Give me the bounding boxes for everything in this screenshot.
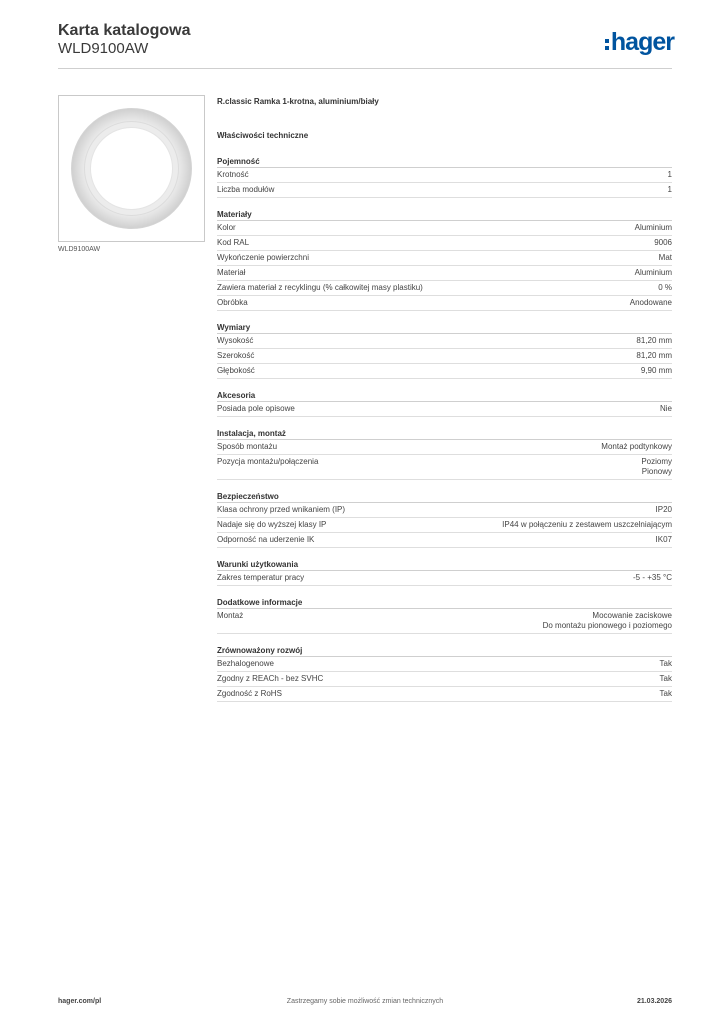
spec-label: Materiał	[217, 268, 246, 277]
spec-row	[217, 168, 672, 183]
spec-value-line: -5 - +35 °C	[633, 573, 672, 582]
spec-value-line: IK07	[655, 535, 672, 544]
spec-section	[217, 560, 672, 586]
spec-section	[217, 210, 672, 311]
spec-value	[660, 404, 672, 414]
spec-row	[217, 334, 672, 349]
section-title: Wymiary	[217, 323, 672, 334]
spec-row	[217, 533, 672, 548]
spec-value	[633, 573, 672, 583]
document-title: Karta katalogowa	[58, 22, 191, 39]
spec-row	[217, 349, 672, 364]
spec-row	[217, 657, 672, 672]
section-title: Materiały	[217, 210, 672, 221]
spec-row	[217, 440, 672, 455]
spec-row	[217, 402, 672, 417]
spec-section	[217, 598, 672, 634]
section-title: Pojemność	[217, 157, 672, 168]
spec-row	[217, 251, 672, 266]
spec-value	[658, 283, 672, 293]
spec-row	[217, 296, 672, 311]
section-title: Bezpieczeństwo	[217, 492, 672, 503]
technical-properties-heading: Właściwości techniczne	[217, 131, 309, 140]
spec-label: Szerokość	[217, 351, 255, 360]
spec-value-line: Tak	[659, 659, 672, 668]
spec-row	[217, 364, 672, 379]
spec-value	[636, 336, 672, 346]
logo-dots-icon	[605, 39, 609, 50]
spec-value	[601, 442, 672, 452]
spec-value-line: Mocowanie zaciskowe	[592, 611, 672, 620]
document-header	[58, 22, 674, 62]
spec-row	[217, 266, 672, 281]
section-title: Instalacja, montaż	[217, 429, 672, 440]
spec-row	[217, 687, 672, 702]
spec-value-line: 1	[667, 170, 672, 179]
spec-section	[217, 492, 672, 548]
spec-value-line: Montaż podtynkowy	[601, 442, 672, 451]
header-divider	[58, 68, 672, 69]
hager-logo	[605, 28, 674, 56]
spec-row	[217, 281, 672, 296]
spec-section	[217, 157, 672, 198]
spec-row	[217, 183, 672, 198]
spec-label: Zakres temperatur pracy	[217, 573, 305, 582]
spec-label: Wysokość	[217, 336, 254, 345]
spec-label: Nadaje się do wyższej klasy IP	[217, 520, 327, 529]
product-name: R.classic Ramka 1-krotna, aluminium/biały	[217, 97, 379, 106]
spec-label: Głębokość	[217, 366, 255, 375]
spec-row	[217, 503, 672, 518]
spec-row	[217, 609, 672, 634]
spec-value	[668, 185, 672, 195]
spec-value	[656, 505, 672, 515]
spec-value	[660, 659, 672, 669]
spec-value-line: Aluminium	[634, 223, 672, 232]
product-image-caption: WLD9100AW	[58, 246, 101, 253]
round-frame-image	[59, 96, 204, 241]
section-title: Dodatkowe informacje	[217, 598, 672, 609]
spec-value	[635, 223, 672, 233]
spec-value-line: 9006	[654, 238, 672, 247]
spec-label: Obróbka	[217, 298, 248, 307]
spec-value-line: Pionowy	[641, 467, 672, 476]
spec-value	[654, 238, 672, 248]
section-title: Akcesoria	[217, 391, 672, 402]
spec-row	[217, 221, 672, 236]
footer-date: 21.03.2026	[636, 998, 672, 1005]
spec-value-line: Anodowane	[629, 298, 672, 307]
spec-value	[635, 268, 672, 278]
spec-value-line: IP20	[655, 505, 672, 514]
spec-value	[502, 520, 672, 530]
spec-value-line: Aluminium	[634, 268, 672, 277]
spec-value	[656, 535, 672, 545]
spec-value-line: Tak	[659, 674, 672, 683]
spec-value-line: Mat	[658, 253, 672, 262]
spec-value	[636, 351, 672, 361]
spec-label: Pozycja montażu/połączenia	[217, 457, 319, 466]
spec-content	[217, 97, 672, 702]
spec-label: Bezhalogenowe	[217, 659, 274, 668]
footer-website: hager.com/pl	[58, 998, 102, 1005]
logo-text: hager	[610, 28, 674, 56]
spec-label: Kod RAL	[217, 238, 250, 247]
spec-value-line: Nie	[659, 404, 672, 413]
product-image	[58, 95, 205, 242]
spec-value	[668, 170, 672, 180]
spec-label: Kolor	[217, 223, 236, 232]
spec-row	[217, 455, 672, 480]
spec-value-line: 9,90 mm	[640, 366, 672, 375]
spec-label: Zgodność z RoHS	[217, 689, 282, 698]
spec-value-line: Do montażu pionowego i poziomego	[542, 621, 672, 630]
spec-value	[659, 253, 672, 263]
spec-label: Sposób montażu	[217, 442, 278, 451]
spec-row	[217, 236, 672, 251]
spec-row	[217, 571, 672, 586]
spec-section	[217, 391, 672, 417]
spec-value	[660, 689, 672, 699]
spec-section	[217, 646, 672, 702]
spec-label: Wykończenie powierzchni	[217, 253, 309, 262]
spec-value-line: 0 %	[658, 283, 672, 292]
spec-value-line: Tak	[659, 689, 672, 698]
spec-label: Klasa ochrony przed wnikaniem (IP)	[217, 505, 346, 514]
spec-value	[543, 611, 672, 631]
spec-value-line: Poziomy	[641, 457, 672, 466]
spec-label: Zgodny z REACh - bez SVHC	[217, 674, 324, 683]
spec-label: Odporność na uderzenie IK	[217, 535, 315, 544]
spec-value-line: 81,20 mm	[636, 351, 672, 360]
spec-value	[641, 457, 672, 477]
section-title: Zrównoważony rozwój	[217, 646, 672, 657]
spec-label: Posiada pole opisowe	[217, 404, 295, 413]
spec-row	[217, 672, 672, 687]
spec-value	[630, 298, 672, 308]
spec-label: Liczba modułów	[217, 185, 275, 194]
spec-sections	[217, 157, 672, 702]
spec-value-line: IP44 w połączeniu z zestawem uszczelniającym	[502, 520, 672, 529]
spec-row	[217, 518, 672, 533]
section-title: Warunki użytkowania	[217, 560, 672, 571]
spec-label: Zawiera materiał z recyklingu (% całkowitej masy plastiku)	[217, 283, 423, 292]
spec-value-line: 1	[667, 185, 672, 194]
footer-disclaimer: Zastrzegamy sobie możliwość zmian technicznych	[286, 998, 444, 1005]
spec-section	[217, 323, 672, 379]
spec-value	[641, 366, 672, 376]
product-code: WLD9100AW	[58, 40, 149, 57]
spec-label: Krotność	[217, 170, 249, 179]
spec-value-line: 81,20 mm	[636, 336, 672, 345]
spec-value	[660, 674, 672, 684]
spec-label: Montaż	[217, 611, 244, 620]
spec-section	[217, 429, 672, 480]
